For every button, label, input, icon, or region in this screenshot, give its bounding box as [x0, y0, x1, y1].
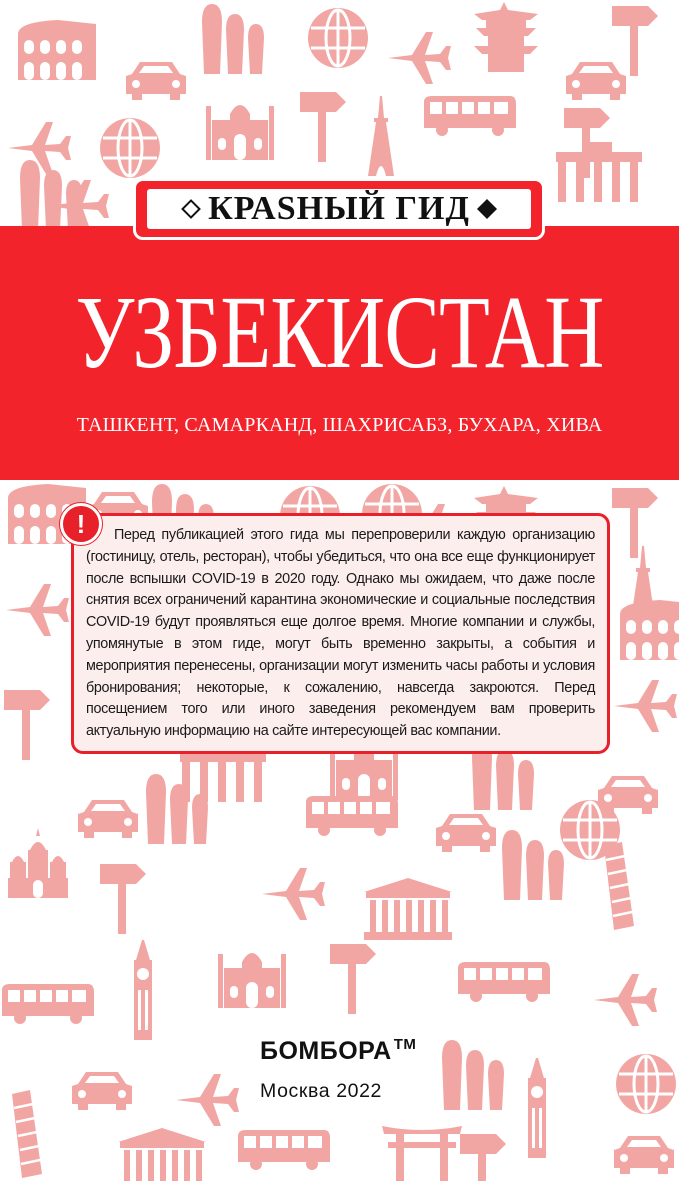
- publication-place-year: Москва 2022: [260, 1080, 382, 1102]
- covid-notice-box: [71, 513, 610, 754]
- series-badge: [133, 178, 545, 240]
- diamond-filled-icon: [477, 199, 497, 219]
- book-title: УЗБЕКИСТАН: [75, 275, 604, 390]
- book-subtitle: ТАШКЕНТ, САМАРКАНД, ШАХРИСАБЗ, БУХАРА, ХИВА: [76, 414, 603, 436]
- publisher-logo: [260, 1036, 430, 1066]
- series-label: КРАSНЫЙ ГИД: [208, 190, 470, 227]
- publisher-name: БОМБОРА: [260, 1037, 392, 1065]
- series-label-box: [147, 189, 531, 229]
- notice-text: Перед публикацией этого гида мы перепроверили каждую организацию (гостиницу, отель, ресторан), чтобы убедиться, что она все еще функционирует после вспышки COVID-19 в 2020 году. Однако мы ожидаем, что даже после снятия всех ограничений карантина экономические и социальные последствия COVID-19 будут проявляться еще долгое время. Многие компании и службы, упомянутые в этом гиде, могут быть временно закрыты, а события и мероприятия перенесены, организации могут изменить часы работы и условия бронирования; некоторые, к сожалению, навсегда закроются. Перед посещением того или иного заведения рекомендуем вам проверить актуальную информацию на сайте интересующей вас компании.: [86, 527, 595, 740]
- exclamation-mark: !: [76, 508, 86, 539]
- trademark: TM: [393, 1036, 417, 1053]
- exclamation-icon: [60, 503, 102, 545]
